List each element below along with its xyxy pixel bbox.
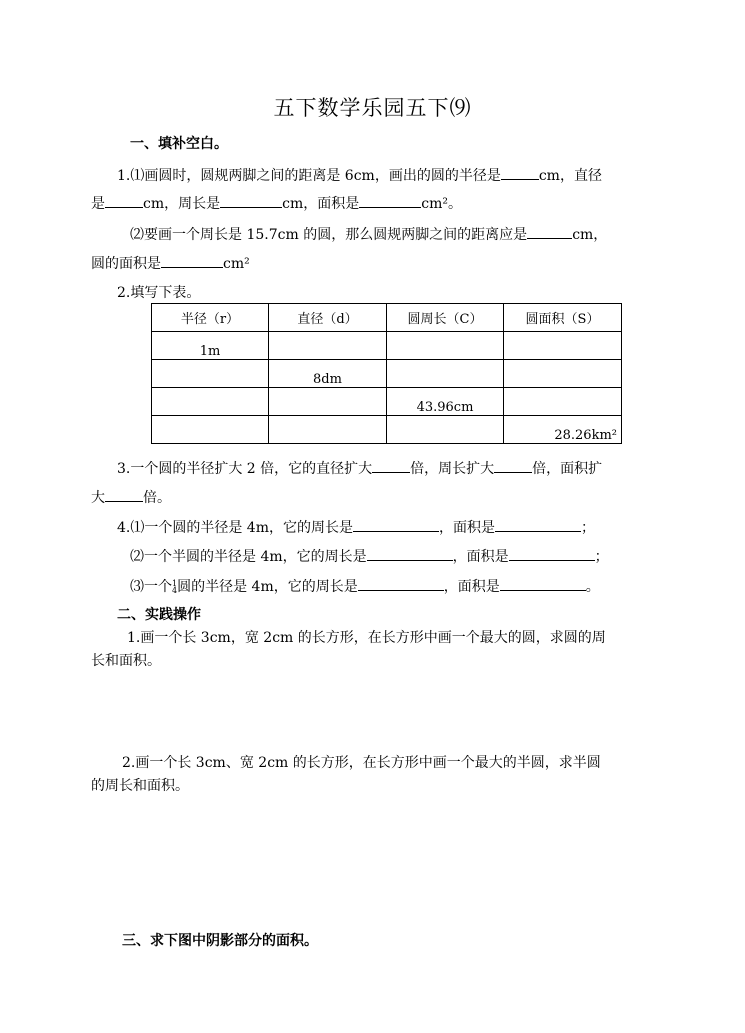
text: 圆的半径是 4m，它的周长是 (177, 579, 358, 595)
question-1-1-line2 (91, 192, 462, 213)
table-cell[interactable]: 1m (152, 332, 269, 360)
section2-heading: 二、实践操作 (117, 607, 201, 623)
table-cell[interactable] (387, 416, 504, 444)
table-header-cell: 圆周长（C） (387, 304, 504, 332)
table-cell[interactable] (387, 360, 504, 388)
question-1-2-line2 (91, 252, 250, 273)
table-cell[interactable]: 43.96cm (387, 388, 504, 416)
practice-1-line2: 长和面积。 (91, 653, 161, 669)
table-row (152, 416, 622, 444)
text: cm²。 (421, 196, 462, 212)
table-cell[interactable] (269, 416, 387, 444)
question-1-2-line1 (130, 223, 607, 244)
text: cm， (572, 227, 608, 243)
question-4-1 (117, 516, 595, 537)
answer-blank[interactable] (494, 457, 532, 473)
practice-2-line2: 的周长和面积。 (91, 778, 189, 794)
table-cell[interactable] (269, 332, 387, 360)
answer-blank[interactable] (358, 575, 444, 591)
table-cell[interactable] (504, 360, 622, 388)
answer-blank[interactable] (495, 516, 581, 532)
text: ，面积是 (439, 520, 495, 536)
text: cm² (223, 256, 250, 272)
table-cell[interactable] (504, 388, 622, 416)
question-4-2 (130, 545, 609, 566)
table-row (152, 360, 622, 388)
text: cm，周长是 (143, 196, 221, 212)
table-cell[interactable] (269, 388, 387, 416)
text: ； (594, 549, 609, 565)
table-cell[interactable] (152, 360, 269, 388)
text: 1.⑴画圆时，圆规两脚之间的距离是 6cm，画出的圆的半径是 (117, 168, 501, 184)
text: 4.⑴一个圆的半径是 4m，它的周长是 (117, 520, 353, 536)
table-cell[interactable] (152, 388, 269, 416)
fraction-denominator: 4 (172, 586, 178, 595)
table-row (152, 332, 622, 360)
answer-blank[interactable] (105, 192, 143, 208)
table-cell[interactable] (387, 332, 504, 360)
text: ⑶一个 (130, 579, 172, 595)
text: 3.一个圆的半径扩大 2 倍，它的直径扩大 (117, 461, 373, 477)
table-header-cell: 直径（d） (269, 304, 387, 332)
answer-blank[interactable] (161, 252, 223, 268)
table-header-cell: 半径（r） (152, 304, 269, 332)
answer-blank[interactable] (501, 164, 539, 180)
answer-blank[interactable] (527, 223, 572, 239)
text: 大 (91, 490, 105, 506)
text: 倍。 (143, 490, 171, 506)
fraction-numerator: 1 (172, 579, 178, 588)
section1-heading: 一、填补空白。 (130, 136, 228, 152)
answer-blank[interactable] (372, 457, 410, 473)
text: 倍，周长扩大 (410, 461, 495, 477)
text: cm，直径 (538, 168, 602, 184)
text: 圆的面积是 (91, 256, 161, 272)
question-4-3 (130, 575, 600, 596)
practice-1-line1: 1.画一个长 3cm，宽 2cm 的长方形，在长方形中画一个最大的圆，求圆的周 (127, 630, 606, 646)
text: 是 (91, 196, 105, 212)
practice-2-line1: 2.画一个长 3cm、宽 2cm 的长方形，在长方形中画一个最大的半圆，求半圆 (122, 755, 601, 771)
answer-blank[interactable] (509, 545, 595, 561)
text: ； (581, 520, 595, 536)
answer-blank[interactable] (367, 545, 453, 561)
answer-blank[interactable] (359, 192, 421, 208)
text: 。 (585, 579, 600, 595)
text: ⑵一个半圆的半径是 4m，它的周长是 (130, 549, 367, 565)
table-cell[interactable]: 28.26km² (504, 416, 622, 444)
answer-blank[interactable] (220, 192, 282, 208)
question-2-label: 2.填写下表。 (117, 285, 201, 301)
circle-table (151, 303, 622, 444)
answer-blank[interactable] (105, 486, 143, 502)
answer-blank[interactable] (353, 516, 439, 532)
text: 倍，面积扩 (532, 461, 603, 477)
table-row (152, 388, 622, 416)
table-cell[interactable] (504, 332, 622, 360)
section3-heading: 三、求下图中阴影部分的面积。 (122, 933, 318, 949)
text: ⑵要画一个周长是 15.7cm 的圆，那么圆规两脚之间的距离应是 (130, 227, 528, 243)
page-title: 五下数学乐园五下⑼ (273, 96, 472, 120)
text: cm，面积是 (282, 196, 360, 212)
question-3-line1 (117, 457, 602, 478)
question-3-line2 (91, 486, 171, 507)
table-header-row (152, 304, 622, 332)
table-cell[interactable] (152, 416, 269, 444)
table-cell[interactable]: 8dm (269, 360, 387, 388)
table-header-cell: 圆面积（S） (504, 304, 622, 332)
question-1-1-line1 (117, 164, 602, 185)
answer-blank[interactable] (500, 575, 586, 591)
text: ，面积是 (443, 579, 500, 595)
text: ，面积是 (452, 549, 509, 565)
